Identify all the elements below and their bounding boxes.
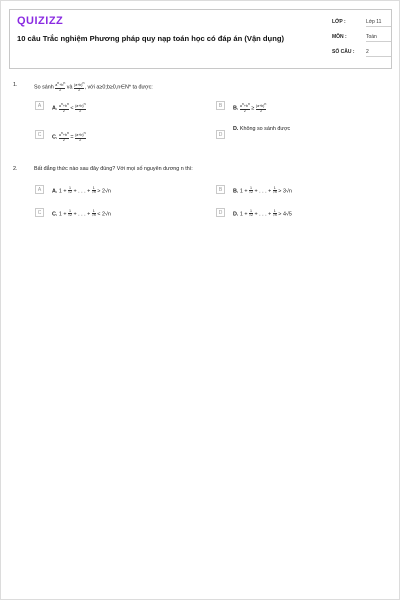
worksheet-header	[9, 9, 392, 69]
option-text: B. 1 + $\frac{1}{√2}$ + . . . + $\frac{1}{√n}$ > 3√n	[233, 186, 292, 195]
meta-subject-value: Toán	[366, 34, 391, 42]
meta-subject-label: MÔN :	[332, 34, 347, 40]
meta-count-label: SỐ CÂU :	[332, 49, 355, 55]
question-number: 1.	[13, 82, 18, 88]
option-checkbox[interactable]: D	[216, 208, 225, 217]
question-text: Bất đẳng thức nào sau đây đúng? Với mọi số nguyên dương n thì:	[34, 166, 193, 172]
question-text-suffix: , với a≥0;b≥0,n∈N* ta được:	[84, 84, 153, 91]
meta-grade-value: Lớp 11	[366, 19, 391, 27]
option-checkbox[interactable]: A	[35, 185, 44, 194]
option-checkbox[interactable]: B	[216, 185, 225, 194]
option-checkbox[interactable]: D	[216, 130, 225, 139]
formula-lhs: $\frac{a^n+b^n}{2}$	[55, 81, 66, 92]
option-checkbox[interactable]: C	[35, 130, 44, 139]
option-text: C. 1 + $\frac{1}{√2}$ + . . . + $\frac{1}{√n}$ < 2√n	[52, 209, 111, 218]
option-text: D. 1 + $\frac{1}{√2}$ + . . . + $\frac{1}{√n}$ > 4√5	[233, 209, 292, 218]
worksheet-title: 10 câu Trắc nghiệm Phương pháp quy nạp toán học có đáp án (Vận dụng)	[17, 34, 285, 43]
option-checkbox[interactable]: A	[35, 101, 44, 110]
question-number: 2.	[13, 166, 18, 172]
meta-grade-label: LỚP :	[332, 19, 346, 25]
option-checkbox[interactable]: B	[216, 101, 225, 110]
quizizz-logo: QUIZIZZ	[17, 15, 64, 27]
option-text: A. $\frac{a^n+b^n}{2}$ < $\frac{(a+b)^n}{2}$	[52, 102, 86, 113]
formula-rhs: $\frac{(a+b)^n}{2}$	[74, 81, 85, 92]
option-text: D. Không so sánh được	[233, 126, 291, 132]
question-text: So sánh $\frac{a^n+b^n}{2}$ và $\frac{(a+b)^n}{2}$ , với a≥0;b≥0,n∈N* ta được:	[34, 81, 153, 92]
question-text-prefix: So sánh	[34, 84, 56, 91]
option-text: C. $\frac{a^n+b^n}{2}$ = $\frac{(a+b)^n}{2}$	[52, 131, 86, 142]
option-text: A. 1 + $\frac{1}{√2}$ + . . . + $\frac{1}{√n}$ > 2√n	[52, 186, 111, 195]
meta-count-value: 2	[366, 49, 391, 57]
option-checkbox[interactable]: C	[35, 208, 44, 217]
option-text: B. $\frac{a^n+b^n}{2}$ ≥ $\frac{(a+b)^n}{2}$	[233, 102, 267, 113]
